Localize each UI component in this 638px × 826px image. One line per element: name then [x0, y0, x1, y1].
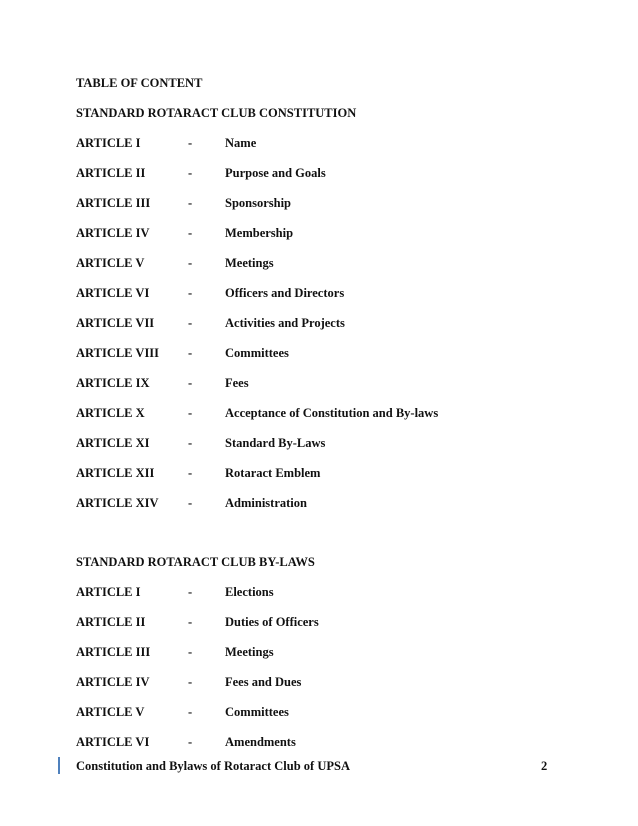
article-number: ARTICLE XI: [76, 436, 150, 450]
separator-dash: -: [188, 406, 193, 420]
constitution-row: [0, 466, 638, 482]
separator-dash: -: [188, 705, 193, 719]
bylaws-heading: STANDARD ROTARACT CLUB BY-LAWS: [76, 555, 315, 569]
bylaws-row: [0, 585, 638, 601]
separator-dash: -: [188, 675, 193, 689]
footer-accent-bar: [58, 757, 60, 774]
article-title: Name: [225, 136, 257, 150]
separator-dash: -: [188, 496, 193, 510]
bylaws-row: [0, 705, 638, 721]
separator-dash: -: [188, 256, 193, 270]
article-number: ARTICLE X: [76, 406, 145, 420]
toc-title: TABLE OF CONTENT: [76, 76, 203, 90]
article-title: Fees: [225, 376, 249, 390]
constitution-row: [0, 196, 638, 212]
article-title: Activities and Projects: [225, 316, 345, 330]
article-number: ARTICLE I: [76, 585, 141, 599]
constitution-row: [0, 496, 638, 512]
separator-dash: -: [188, 615, 193, 629]
constitution-row: [0, 376, 638, 392]
article-title: Committees: [225, 705, 289, 719]
article-title: Membership: [225, 226, 294, 240]
bylaws-row: [0, 675, 638, 691]
article-title: Acceptance of Constitution and By-laws: [225, 406, 439, 420]
separator-dash: -: [188, 226, 193, 240]
constitution-row: [0, 136, 638, 152]
separator-dash: -: [188, 585, 193, 599]
article-number: ARTICLE VI: [76, 735, 150, 749]
article-number: ARTICLE I: [76, 136, 141, 150]
article-title: Rotaract Emblem: [225, 466, 321, 480]
article-number: ARTICLE III: [76, 645, 151, 659]
separator-dash: -: [188, 376, 193, 390]
footer-title: Constitution and Bylaws of Rotaract Club of UPSA: [76, 759, 350, 773]
article-title: Administration: [225, 496, 307, 510]
constitution-row: [0, 226, 638, 242]
article-title: Meetings: [225, 256, 274, 270]
article-number: ARTICLE V: [76, 705, 145, 719]
constitution-row: [0, 436, 638, 452]
article-title: Officers and Directors: [225, 286, 345, 300]
constitution-row: [0, 316, 638, 332]
constitution-row: [0, 166, 638, 182]
article-title: Elections: [225, 585, 274, 599]
article-number: ARTICLE IV: [76, 675, 150, 689]
article-title: Duties of Officers: [225, 615, 319, 629]
bylaws-row: [0, 645, 638, 661]
separator-dash: -: [188, 735, 193, 749]
article-number: ARTICLE II: [76, 615, 146, 629]
separator-dash: -: [188, 466, 193, 480]
bylaws-row: [0, 735, 638, 751]
page-number: 2: [541, 759, 548, 773]
article-number: ARTICLE VII: [76, 316, 155, 330]
bylaws-row: [0, 615, 638, 631]
constitution-row: [0, 256, 638, 272]
separator-dash: -: [188, 436, 193, 450]
article-title: Committees: [225, 346, 289, 360]
article-title: Standard By-Laws: [225, 436, 326, 450]
constitution-row: [0, 286, 638, 302]
constitution-row: [0, 346, 638, 362]
separator-dash: -: [188, 645, 193, 659]
separator-dash: -: [188, 316, 193, 330]
article-number: ARTICLE IX: [76, 376, 150, 390]
article-title: Meetings: [225, 645, 274, 659]
article-title: Purpose and Goals: [225, 166, 326, 180]
article-number: ARTICLE VIII: [76, 346, 160, 360]
article-number: ARTICLE VI: [76, 286, 150, 300]
separator-dash: -: [188, 166, 193, 180]
constitution-row: [0, 406, 638, 422]
separator-dash: -: [188, 136, 193, 150]
article-title: Sponsorship: [225, 196, 292, 210]
constitution-heading: STANDARD ROTARACT CLUB CONSTITUTION: [76, 106, 357, 120]
separator-dash: -: [188, 346, 193, 360]
article-number: ARTICLE V: [76, 256, 145, 270]
article-number: ARTICLE IV: [76, 226, 150, 240]
article-title: Fees and Dues: [225, 675, 302, 689]
article-number: ARTICLE III: [76, 196, 151, 210]
article-number: ARTICLE II: [76, 166, 146, 180]
article-number: ARTICLE XII: [76, 466, 155, 480]
separator-dash: -: [188, 286, 193, 300]
article-title: Amendments: [225, 735, 296, 749]
article-number: ARTICLE XIV: [76, 496, 159, 510]
separator-dash: -: [188, 196, 193, 210]
